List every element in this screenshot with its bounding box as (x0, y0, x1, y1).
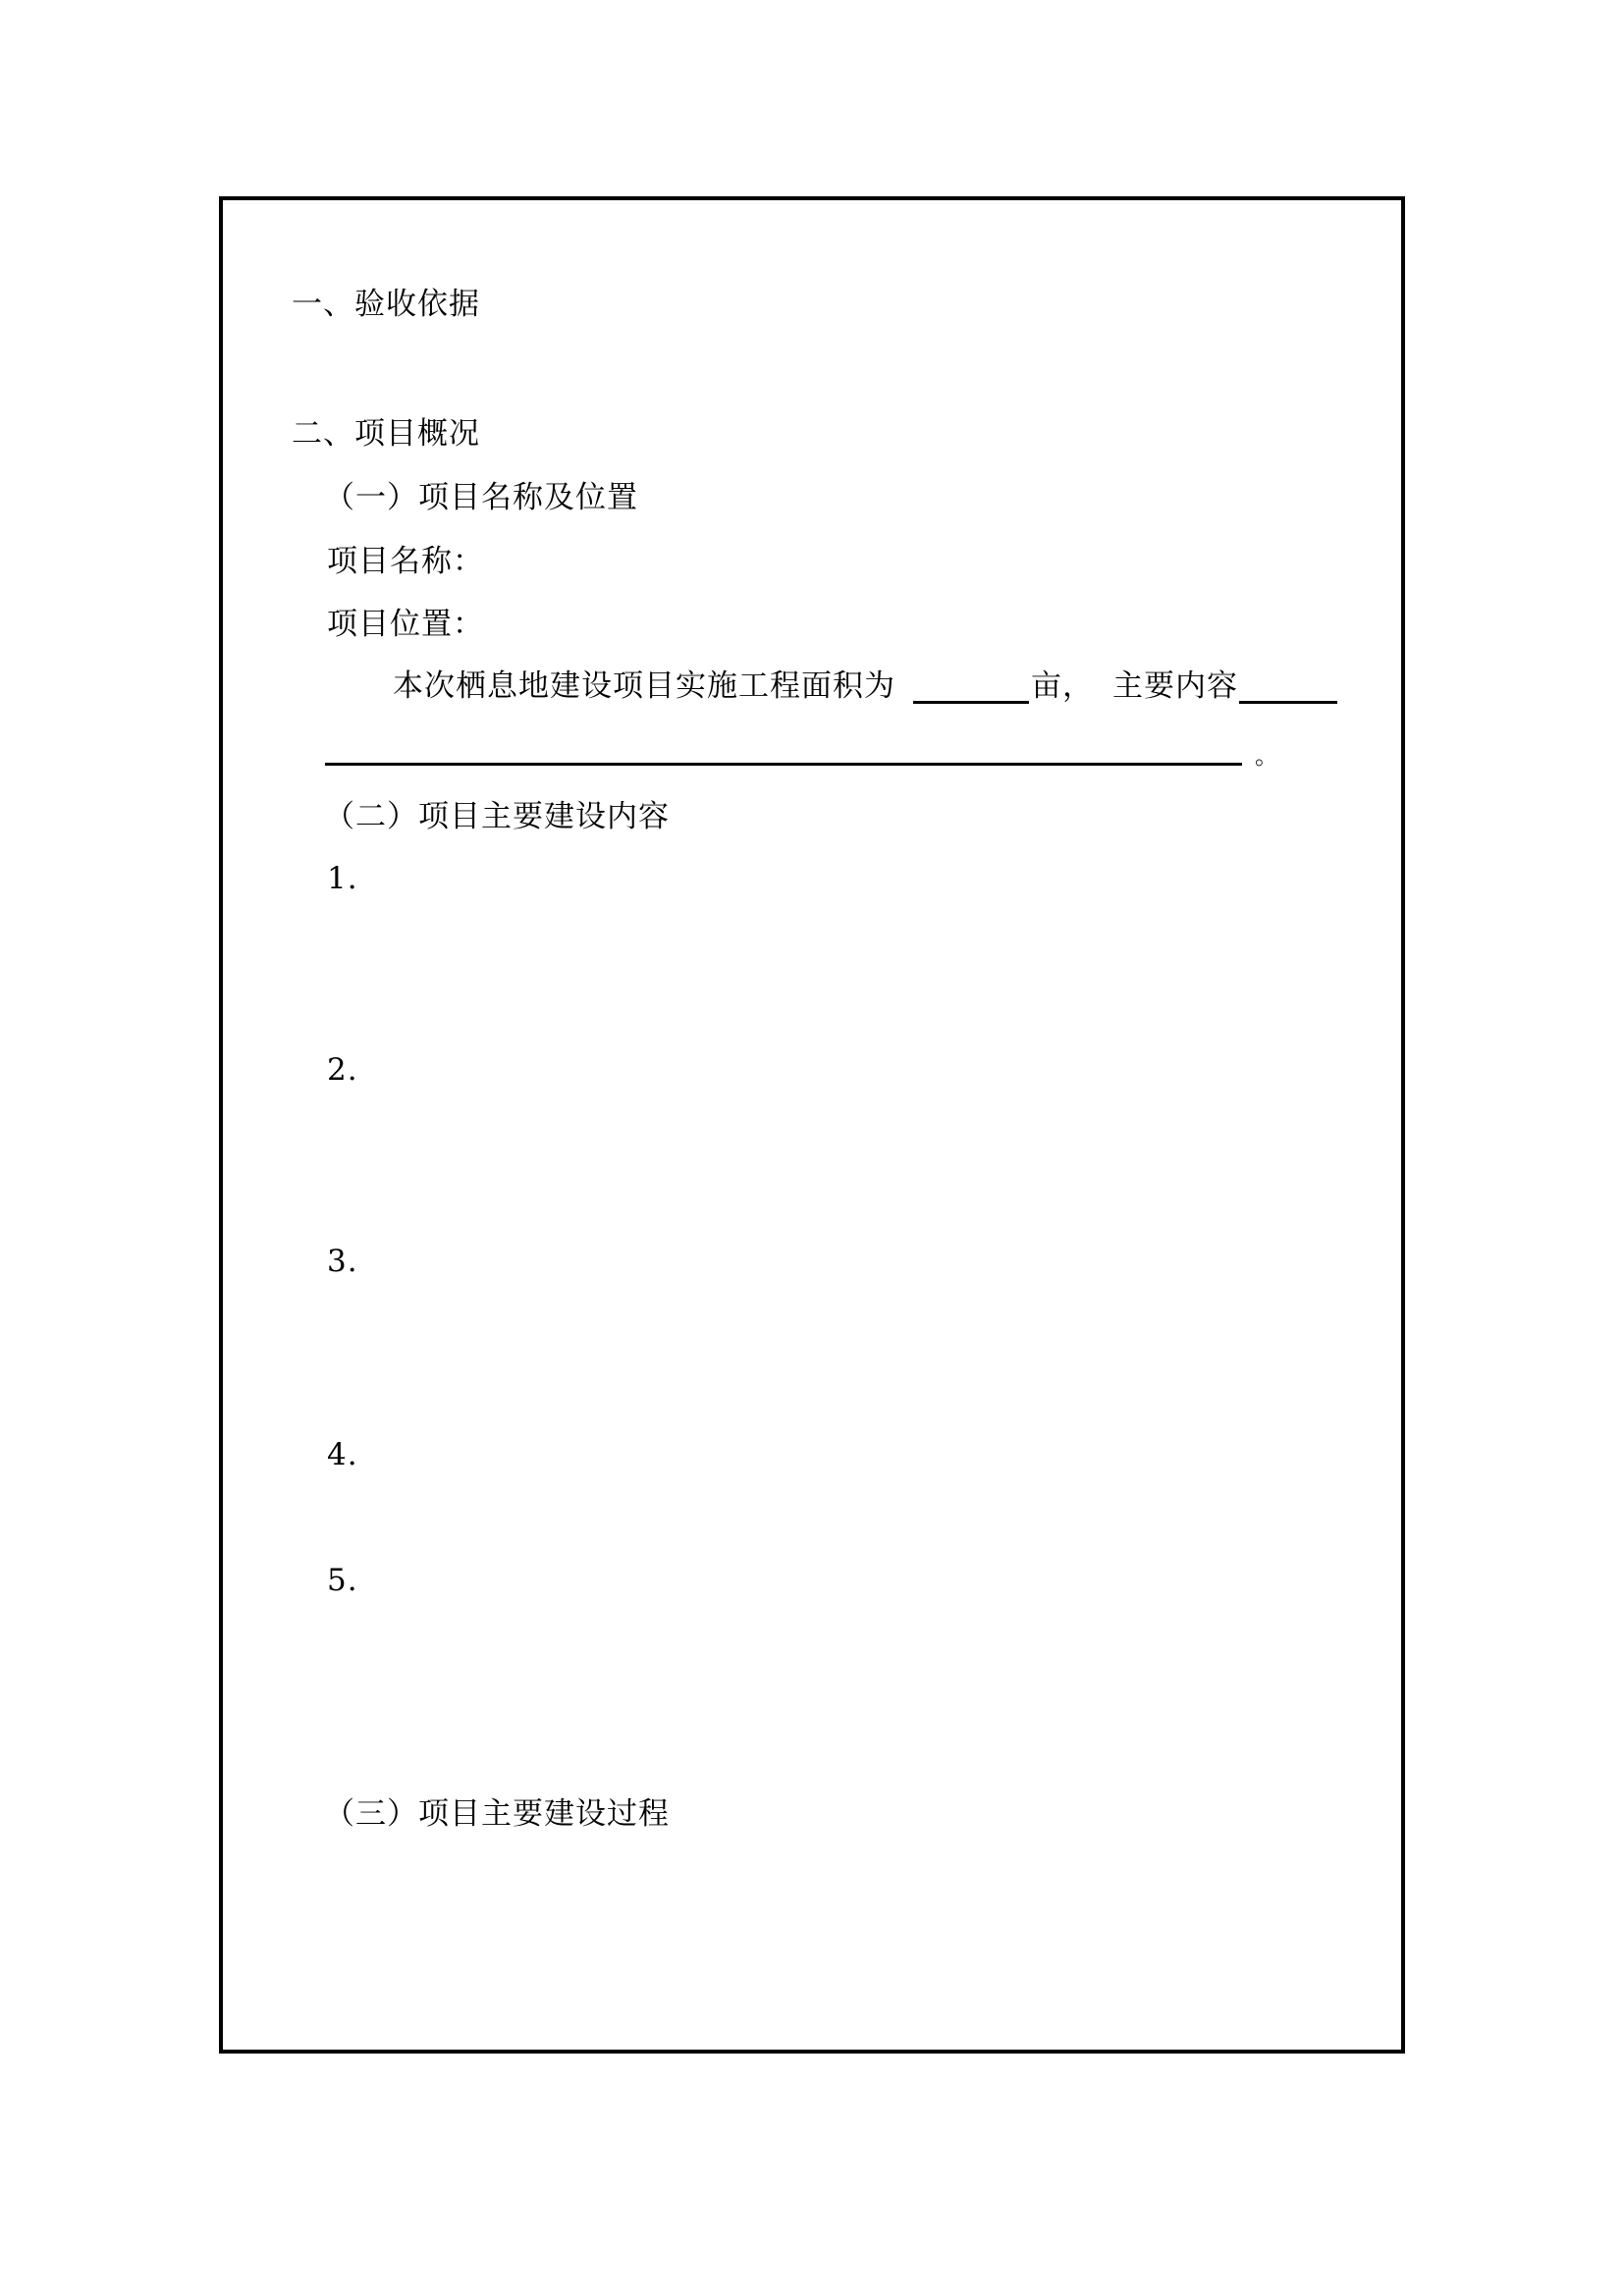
subheading-main-construction-content: （二）项目主要建设内容 (324, 799, 670, 834)
project-location-label: 项目位置： (327, 607, 484, 642)
main-content-label: 主要内容 (1112, 668, 1238, 704)
end-period: 。 (1255, 742, 1279, 770)
project-name-label: 项目名称： (327, 544, 484, 579)
subheading-project-name-location: （一）项目名称及位置 (324, 480, 638, 515)
content-item-4-number: 4. (327, 1437, 358, 1472)
paragraph-area-text: 本次栖息地建设项目实施工程面积为 (393, 668, 895, 704)
project-name-value[interactable] (491, 544, 1375, 579)
content-item-4-text[interactable] (373, 1437, 1355, 1472)
section-heading-acceptance-basis: 一、验收依据 (292, 287, 480, 322)
content-item-2-text[interactable] (373, 1052, 1355, 1088)
content-item-1-number: 1. (327, 861, 358, 896)
content-item-2-number: 2. (327, 1052, 358, 1088)
main-content-blank-underline-1[interactable] (1239, 701, 1337, 704)
content-item-3-text[interactable] (373, 1244, 1355, 1279)
subheading-main-construction-process: （三）项目主要建设过程 (324, 1796, 670, 1832)
content-item-3-number: 3. (327, 1244, 358, 1279)
section-heading-project-overview: 二、项目概况 (292, 416, 480, 452)
project-location-value[interactable] (491, 607, 1375, 642)
content-item-5-number: 5. (327, 1563, 358, 1598)
content-item-1-text[interactable] (373, 861, 1355, 896)
area-unit-text: 亩， (1031, 668, 1094, 704)
document-frame (219, 196, 1405, 2054)
main-content-value[interactable] (329, 728, 1232, 764)
area-value[interactable] (917, 668, 1025, 704)
content-item-5-text[interactable] (373, 1563, 1355, 1598)
